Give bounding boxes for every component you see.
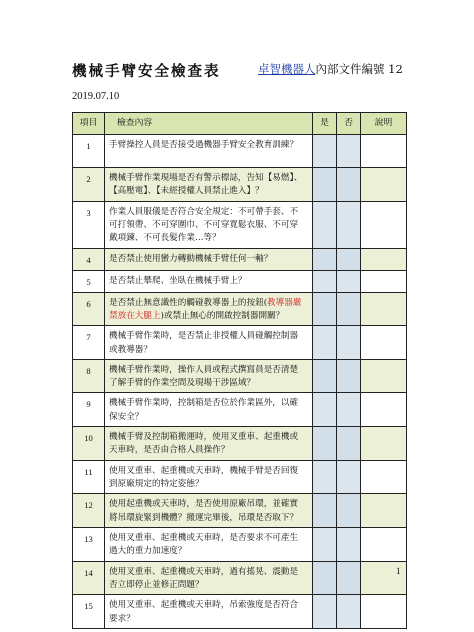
content-text: 機械手臂作業時，是否禁止非授權人員碰觸控制器或教導器？ [109,331,299,355]
safety-checklist-table [72,112,407,629]
content-text: )或禁止無心的開啟控制器開關？ [160,310,285,321]
item-number: 1 [73,135,105,168]
no-cell[interactable] [337,393,361,427]
content-text: 使用叉重車、起重機或天車時，過有搖晃、震動是否立即停止並修正問題？ [109,566,299,590]
check-content [105,168,313,202]
yes-cell[interactable] [313,494,337,528]
document-number: 內部文件編號 12 [315,62,403,76]
table-body [73,135,407,629]
check-content [105,527,313,561]
no-cell[interactable] [337,168,361,202]
content-text: 使用叉重車、起重機或天車時，是否要求不可產生過大的重力加速度？ [109,532,299,557]
yes-cell[interactable] [313,248,337,270]
content-text: 是否禁止使用蠻力轉動機械手臂任何一軸？ [109,253,273,264]
check-content [105,135,313,168]
table-row [73,460,407,494]
note-cell[interactable] [361,427,407,461]
table-row [73,292,407,326]
yes-cell[interactable] [313,561,337,595]
content-text: 使用叉重車、起重機或天車時，機械手臂是否回復到原廠規定的特定姿態？ [109,465,299,489]
check-content [105,460,313,494]
check-content [105,359,313,393]
document-date: 2019.07.10 [72,91,120,102]
item-number: 2 [73,168,105,202]
no-cell[interactable] [337,135,361,168]
item-number: 12 [73,494,105,528]
table-row [73,393,407,427]
table-row [73,427,407,461]
yes-cell[interactable] [313,201,337,248]
item-number: 7 [73,326,105,360]
yes-cell[interactable] [313,359,337,393]
column-header-no: 否 [337,113,361,135]
no-cell[interactable] [337,494,361,528]
no-cell[interactable] [337,292,361,326]
yes-cell[interactable] [313,326,337,360]
table-row [73,561,407,595]
no-cell[interactable] [337,595,361,629]
check-content [105,270,313,292]
check-content [105,326,313,360]
item-number: 8 [73,359,105,393]
check-content [105,561,313,595]
no-cell[interactable] [337,270,361,292]
table-row [73,527,407,561]
no-cell[interactable] [337,248,361,270]
item-number: 11 [73,460,105,494]
content-text: 使用叉重車、起重機或天車時，吊索強度是否符合要求？ [109,600,299,624]
note-cell[interactable] [361,527,407,561]
note-cell[interactable] [361,460,407,494]
note-cell[interactable] [361,168,407,202]
check-content [105,248,313,270]
table-row [73,326,407,360]
table-row [73,270,407,292]
no-cell[interactable] [337,561,361,595]
document-reference [258,61,403,77]
check-content [105,595,313,629]
content-text: 是否禁止攀爬、坐臥在機械手臂上？ [109,275,247,286]
yes-cell[interactable] [313,135,337,168]
item-number: 5 [73,270,105,292]
check-content [105,494,313,528]
note-cell[interactable] [361,595,407,629]
page-title: 機械手臂安全檢查表 [72,63,221,80]
table-row [73,135,407,168]
table-row [73,359,407,393]
content-text: 是否禁止無意識性的觸碰教導器上的按鈕( [109,297,268,308]
no-cell[interactable] [337,326,361,360]
warning-text: 教導器嚴禁放在大腿上 [109,297,302,321]
note-cell[interactable] [361,135,407,168]
yes-cell[interactable] [313,393,337,427]
table-row [73,494,407,528]
table-row [73,248,407,270]
item-number: 3 [73,201,105,248]
content-text: 作業人員服儀是否符合安全規定：不可帶手套、不可打領帶、不可穿圍巾、不可穿寬鬆衣服、不可穿戴項鍊、不可長髮作業…等？ [109,206,299,244]
note-cell[interactable] [361,292,407,326]
yes-cell[interactable] [313,427,337,461]
no-cell[interactable] [337,359,361,393]
note-cell[interactable] [361,248,407,270]
check-content [105,292,313,326]
table-row [73,168,407,202]
item-number: 4 [73,248,105,270]
note-cell[interactable] [361,494,407,528]
item-number: 14 [73,561,105,595]
table-header-row [73,113,407,135]
note-cell[interactable] [361,393,407,427]
yes-cell[interactable] [313,292,337,326]
yes-cell[interactable] [313,270,337,292]
column-header-item: 項目 [73,113,105,135]
no-cell[interactable] [337,201,361,248]
yes-cell[interactable] [313,460,337,494]
check-content [105,393,313,427]
column-header-note: 說明 [361,113,407,135]
item-number: 15 [73,595,105,629]
no-cell[interactable] [337,427,361,461]
check-content [105,201,313,248]
item-number: 9 [73,393,105,427]
column-header-content: 檢查內容 [105,113,313,135]
content-text: 機械手臂及控制箱搬運時，使用叉重車、起重機或天車時，是否由合格人員操作？ [109,432,299,456]
no-cell[interactable] [337,527,361,561]
yes-cell[interactable] [313,527,337,561]
note-cell[interactable] [361,201,407,248]
content-text: 使用起重機或天車時，是否使用原廠吊環，並確實將吊環旋緊到機體？搬運完畢後，吊環是否取下？ [109,499,299,523]
company-link[interactable]: 卓智機器人 [258,62,316,76]
content-text: 機械手臂作業時，操作人員或程式撰寫員是否清楚了解手臂的作業空間及現場干涉區域？ [109,364,299,389]
yes-cell[interactable] [313,595,337,629]
note-cell[interactable] [361,270,407,292]
note-cell[interactable] [361,359,407,393]
table-row [73,201,407,248]
item-number: 6 [73,292,105,326]
content-text: 機械手臂作業現場是否有警示標誌，告知【易燃】、【高壓電】、【未經授權人員禁止進入】？ [109,173,303,197]
yes-cell[interactable] [313,168,337,202]
item-number: 13 [73,527,105,561]
check-content [105,427,313,461]
item-number: 10 [73,427,105,461]
table-row [73,595,407,629]
column-header-yes: 是 [313,113,337,135]
content-text: 機械手臂作業時，控制箱是否位於作業區外，以確保安全？ [109,398,299,422]
no-cell[interactable] [337,460,361,494]
page-number: 1 [396,566,401,576]
content-text: 手臂操控人員是否接受過機器手臂安全教育訓練？ [109,140,299,150]
note-cell[interactable] [361,326,407,360]
